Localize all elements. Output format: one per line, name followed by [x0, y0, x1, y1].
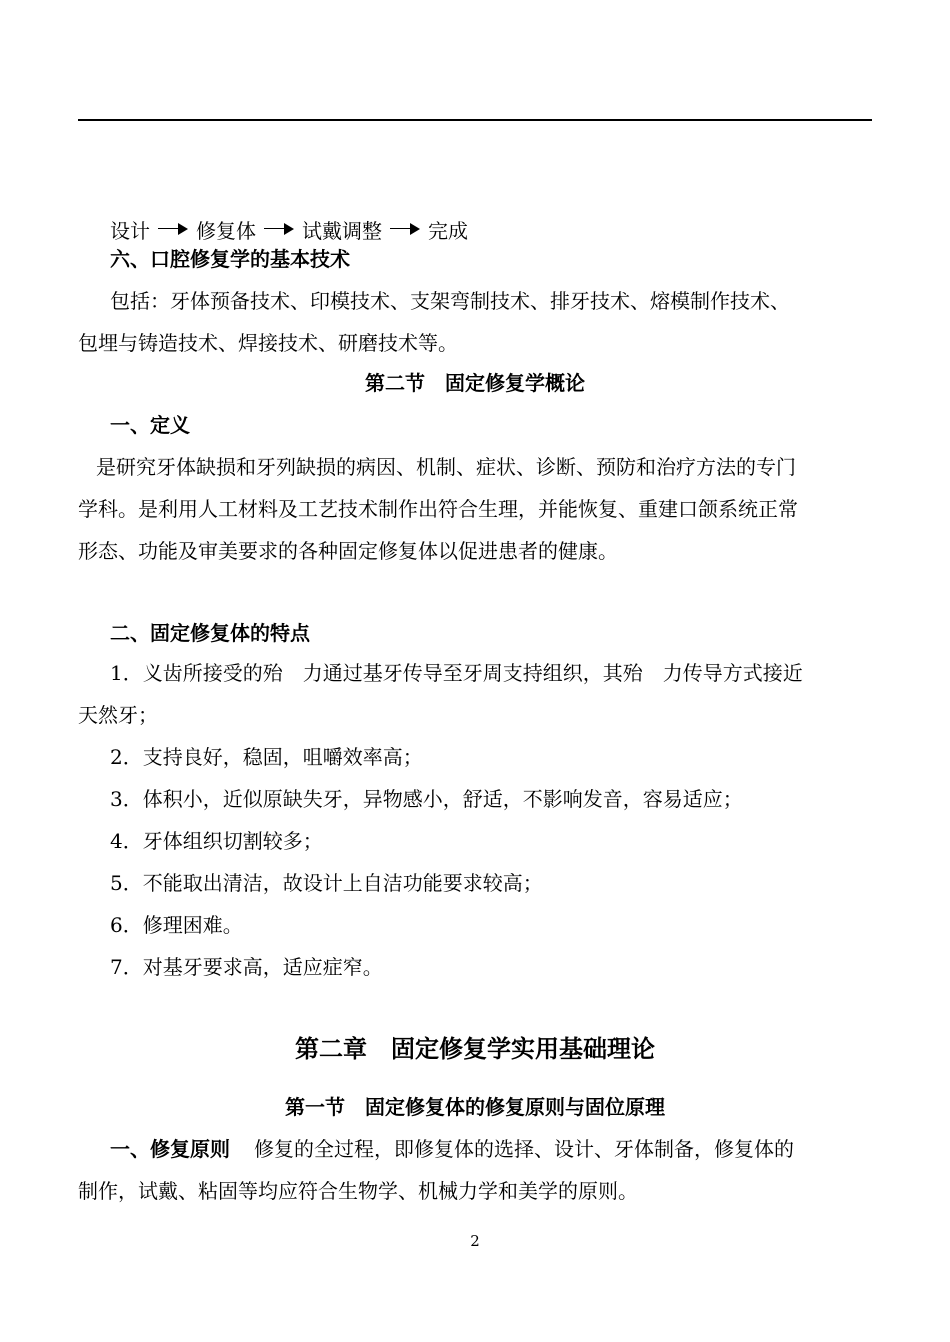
flow-step-complete: 完成	[428, 218, 468, 243]
feature-item-1-cont: 天然牙；	[78, 703, 158, 727]
flow-step-prosthesis: 修复体	[196, 218, 256, 243]
chapter-section1-title: 第一节 固定修复体的修复原则与固位原理	[285, 1095, 665, 1119]
flow-step-fitting: 试戴调整	[302, 218, 382, 243]
features-heading: 二、固定修复体的特点	[110, 621, 310, 645]
flow-step-design: 设计	[110, 218, 150, 243]
workflow-diagram	[110, 214, 468, 244]
section2-title: 第二节 固定修复学概论	[365, 371, 585, 395]
definition-line3: 形态、功能及审美要求的各种固定修复体以促进患者的健康。	[78, 539, 618, 563]
section6-line1: 包括：牙体预备技术、印模技术、支架弯制技术、排牙技术、熔模制作技术、	[110, 289, 790, 313]
arrow-right-icon	[264, 223, 294, 235]
principle-heading: 一、修复原则	[110, 1137, 230, 1161]
definition-heading: 一、定义	[110, 413, 190, 437]
feature-item-1: 1．义齿所接受的殆 力通过基牙传导至牙周支持组织，其殆 力传导方式接近	[110, 661, 803, 685]
feature-item-4: 4．牙体组织切割较多；	[110, 829, 323, 853]
arrow-right-icon	[158, 223, 188, 235]
arrow-right-icon	[390, 223, 420, 235]
chapter-title: 第二章 固定修复学实用基础理论	[295, 1034, 655, 1063]
feature-item-3: 3．体积小，近似原缺失牙，异物感小，舒适，不影响发音，容易适应；	[110, 787, 743, 811]
principle-line1	[110, 1134, 872, 1164]
principle-line2: 制作，试戴、粘固等均应符合生物学、机械力学和美学的原则。	[78, 1179, 638, 1203]
section6-heading: 六、口腔修复学的基本技术	[110, 247, 350, 271]
definition-line1: 是研究牙体缺损和牙列缺损的病因、机制、症状、诊断、预防和治疗方法的专门	[96, 455, 796, 479]
feature-item-6: 6．修理困难。	[110, 913, 243, 937]
feature-item-2: 2．支持良好，稳固，咀嚼效率高；	[110, 745, 423, 769]
definition-line2: 学科。是利用人工材料及工艺技术制作出符合生理，并能恢复、重建口颌系统正常	[78, 497, 798, 521]
principle-text: 修复的全过程，即修复体的选择、设计、牙体制备，修复体的	[254, 1137, 794, 1161]
feature-item-7: 7．对基牙要求高，适应症窄。	[110, 955, 383, 979]
feature-item-5: 5．不能取出清洁，故设计上自洁功能要求较高；	[110, 871, 543, 895]
section6-line2: 包埋与铸造技术、焊接技术、研磨技术等。	[78, 331, 458, 355]
header-rule	[78, 119, 872, 121]
page-number: 2	[470, 1232, 480, 1250]
